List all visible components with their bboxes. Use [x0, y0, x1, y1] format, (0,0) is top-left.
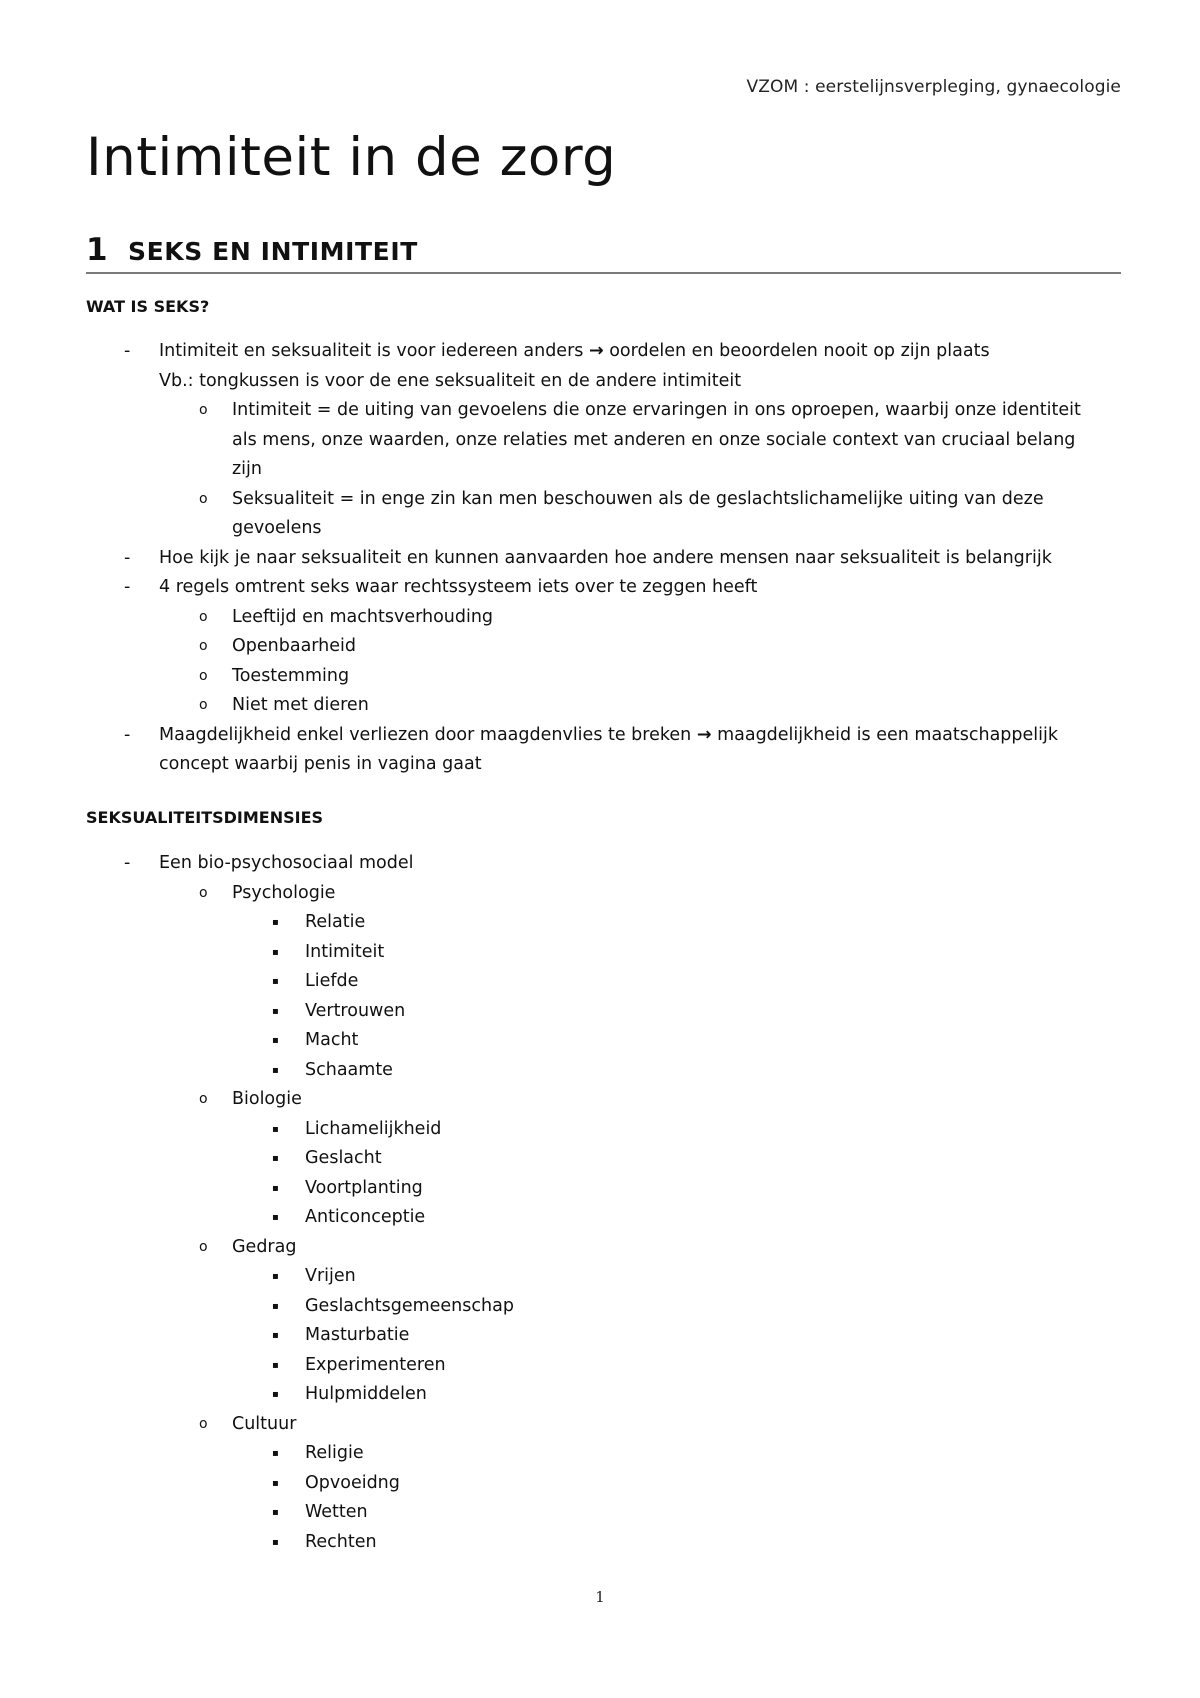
dimension-item-text: Experimenteren [305, 1354, 446, 1375]
square-bullet: ▪ [272, 1359, 279, 1371]
square-bullet: ▪ [272, 1212, 279, 1223]
dimension-item [86, 997, 1126, 1027]
dimension-group [86, 1085, 1126, 1115]
sub-list-item [86, 485, 1126, 515]
list-item-text: Hoe kijk je naar seksualiteit en kunnen aanvaarden hoe andere mensen naar seksualiteit is belangrijk [159, 547, 1052, 568]
dimension-item-text: Anticonceptie [305, 1207, 426, 1227]
dash-bullet: - [124, 577, 131, 597]
dimension-item-text: Opvoeidng [305, 1472, 400, 1493]
circle-bullet: o [199, 697, 208, 713]
dimension-item-text: Geslachtsgemeenschap [305, 1295, 514, 1316]
dimension-item [86, 1115, 1126, 1145]
dimension-item-text: Macht [305, 1030, 359, 1050]
square-bullet: ▪ [272, 917, 279, 928]
list-item [86, 573, 1126, 603]
page-number: 1 [595, 1588, 605, 1606]
dimension-item [86, 1262, 1126, 1292]
list-item [86, 337, 1126, 367]
dimension-name: Gedrag [232, 1236, 297, 1257]
square-bullet: ▪ [272, 1477, 279, 1489]
list-item-text: concept waarbij penis in vagina gaat [159, 754, 482, 774]
dimension-group [86, 1233, 1126, 1263]
arrow-right-icon: → [588, 341, 604, 361]
dash-bullet: - [124, 724, 131, 745]
circle-bullet: o [199, 1238, 208, 1255]
arrow-right-icon: → [696, 724, 712, 745]
definition-text: zijn [232, 459, 263, 479]
dimension-item [86, 1144, 1126, 1174]
definition-text: Intimiteit = de uiting van gevoelens die onze ervaringen in ons oproepen, waarbij onze identiteit [232, 400, 1081, 420]
circle-bullet: o [199, 884, 208, 901]
rule-item [86, 691, 1126, 721]
dimension-item [86, 1056, 1126, 1086]
dimension-name: Biologie [232, 1089, 302, 1109]
dimension-item [86, 1439, 1126, 1469]
section-number: 1 [86, 232, 108, 268]
dimensies-list [86, 849, 1126, 1557]
dash-bullet: - [124, 341, 131, 361]
rule-text: Leeftijd en machtsverhouding [232, 606, 494, 627]
subheading-seksualiteitsdimensies: SEKSUALITEITSDIMENSIES [86, 808, 324, 827]
list-item-continuation [86, 750, 1126, 780]
list-item [86, 544, 1126, 574]
dimension-item [86, 1528, 1126, 1558]
square-bullet: ▪ [272, 1271, 279, 1282]
rule-item [86, 603, 1126, 633]
circle-bullet: o [199, 1091, 208, 1107]
dash-bullet: - [124, 853, 131, 873]
dimension-item [86, 1380, 1126, 1410]
sub-list-item-continuation [86, 455, 1126, 485]
document-title: Intimiteit in de zorg [86, 127, 617, 188]
dimension-item-text: Hulpmiddelen [305, 1384, 427, 1404]
dimension-item [86, 1026, 1126, 1056]
wat-is-seks-list [86, 337, 1126, 780]
circle-bullet: o [199, 667, 208, 684]
square-bullet: ▪ [272, 1300, 279, 1312]
list-item-text: oordelen en beoordelen nooit op zijn plaats [609, 341, 990, 361]
dimension-item-text: Schaamte [305, 1059, 393, 1080]
circle-bullet: o [199, 608, 208, 625]
list-item-text: Maagdelijkheid enkel verliezen door maagdenvlies te breken [159, 724, 692, 745]
dimension-item-text: Relatie [305, 912, 366, 932]
rule-text: Toestemming [232, 665, 350, 686]
sub-list-item-continuation [86, 426, 1126, 456]
dimension-group [86, 879, 1126, 909]
dash-bullet: - [124, 547, 131, 568]
definition-text: gevoelens [232, 518, 322, 538]
square-bullet: ▪ [272, 1507, 279, 1518]
running-header: VZOM : eerstelijnsverpleging, gynaecologie [746, 77, 1121, 97]
square-bullet: ▪ [272, 1448, 279, 1459]
square-bullet: ▪ [272, 1035, 279, 1046]
dimension-group [86, 1410, 1126, 1440]
dimension-item [86, 1498, 1126, 1528]
square-bullet: ▪ [272, 976, 279, 987]
dimension-name: Psychologie [232, 882, 336, 903]
square-bullet: ▪ [272, 1330, 279, 1341]
list-item-text: Intimiteit en seksualiteit is voor iedereen anders [159, 341, 584, 361]
dimension-item [86, 1174, 1126, 1204]
list-item [86, 849, 1126, 879]
dimension-item-text: Vrijen [305, 1266, 356, 1286]
dimension-item [86, 1469, 1126, 1499]
list-item-text: Een bio-psychosociaal model [159, 853, 414, 873]
circle-bullet: o [199, 1415, 208, 1432]
dimension-item [86, 1321, 1126, 1351]
dimension-item-text: Lichamelijkheid [305, 1118, 442, 1139]
square-bullet: ▪ [272, 1389, 279, 1400]
dimension-item-text: Intimiteit [305, 941, 385, 962]
square-bullet: ▪ [272, 946, 279, 958]
rule-item [86, 662, 1126, 692]
square-bullet: ▪ [272, 1536, 279, 1548]
definition-text: Seksualiteit = in enge zin kan men beschouwen als de geslachtslichamelijke uiting van deze [232, 488, 1044, 509]
circle-bullet: o [199, 638, 208, 654]
dimension-name: Cultuur [232, 1413, 297, 1434]
dimension-item [86, 1351, 1126, 1381]
circle-bullet: o [199, 402, 208, 418]
definition-text: als mens, onze waarden, onze relaties met anderen en onze sociale context van cruciaal belang [232, 429, 1076, 450]
dimension-item-text: Rechten [305, 1531, 377, 1552]
dimension-item [86, 967, 1126, 997]
rule-text: Niet met dieren [232, 695, 369, 715]
rule-text: Openbaarheid [232, 636, 357, 656]
section-title: SEKS EN INTIMITEIT [128, 237, 418, 266]
dimension-item [86, 1203, 1126, 1233]
square-bullet: ▪ [272, 1123, 279, 1135]
list-item [86, 721, 1126, 751]
square-bullet: ▪ [272, 1005, 279, 1017]
subheading-wat-is-seks: WAT IS SEKS? [86, 297, 210, 316]
square-bullet: ▪ [272, 1153, 279, 1164]
list-item-text: 4 regels omtrent seks waar rechtssysteem iets over te zeggen heeft [159, 577, 758, 597]
dimension-item-text: Voortplanting [305, 1177, 423, 1198]
section-heading [86, 232, 1121, 274]
rule-item [86, 632, 1126, 662]
dimension-item-text: Geslacht [305, 1148, 382, 1168]
dimension-item [86, 1292, 1126, 1322]
dimension-item-text: Masturbatie [305, 1325, 410, 1345]
square-bullet: ▪ [272, 1182, 279, 1194]
sub-list-item [86, 396, 1126, 426]
dimension-item [86, 938, 1126, 968]
list-item-text: maagdelijkheid is een maatschappelijk [717, 724, 1059, 745]
square-bullet: ▪ [272, 1064, 279, 1076]
dimension-item-text: Liefde [305, 971, 359, 991]
dimension-item-text: Religie [305, 1443, 364, 1463]
circle-bullet: o [199, 490, 208, 507]
sub-list-item-continuation [86, 514, 1126, 544]
example-line [86, 367, 1126, 397]
dimension-item [86, 908, 1126, 938]
dimension-item-text: Wetten [305, 1502, 368, 1522]
example-text: Vb.: tongkussen is voor de ene seksualiteit en de andere intimiteit [159, 370, 742, 391]
dimension-item-text: Vertrouwen [305, 1000, 406, 1021]
